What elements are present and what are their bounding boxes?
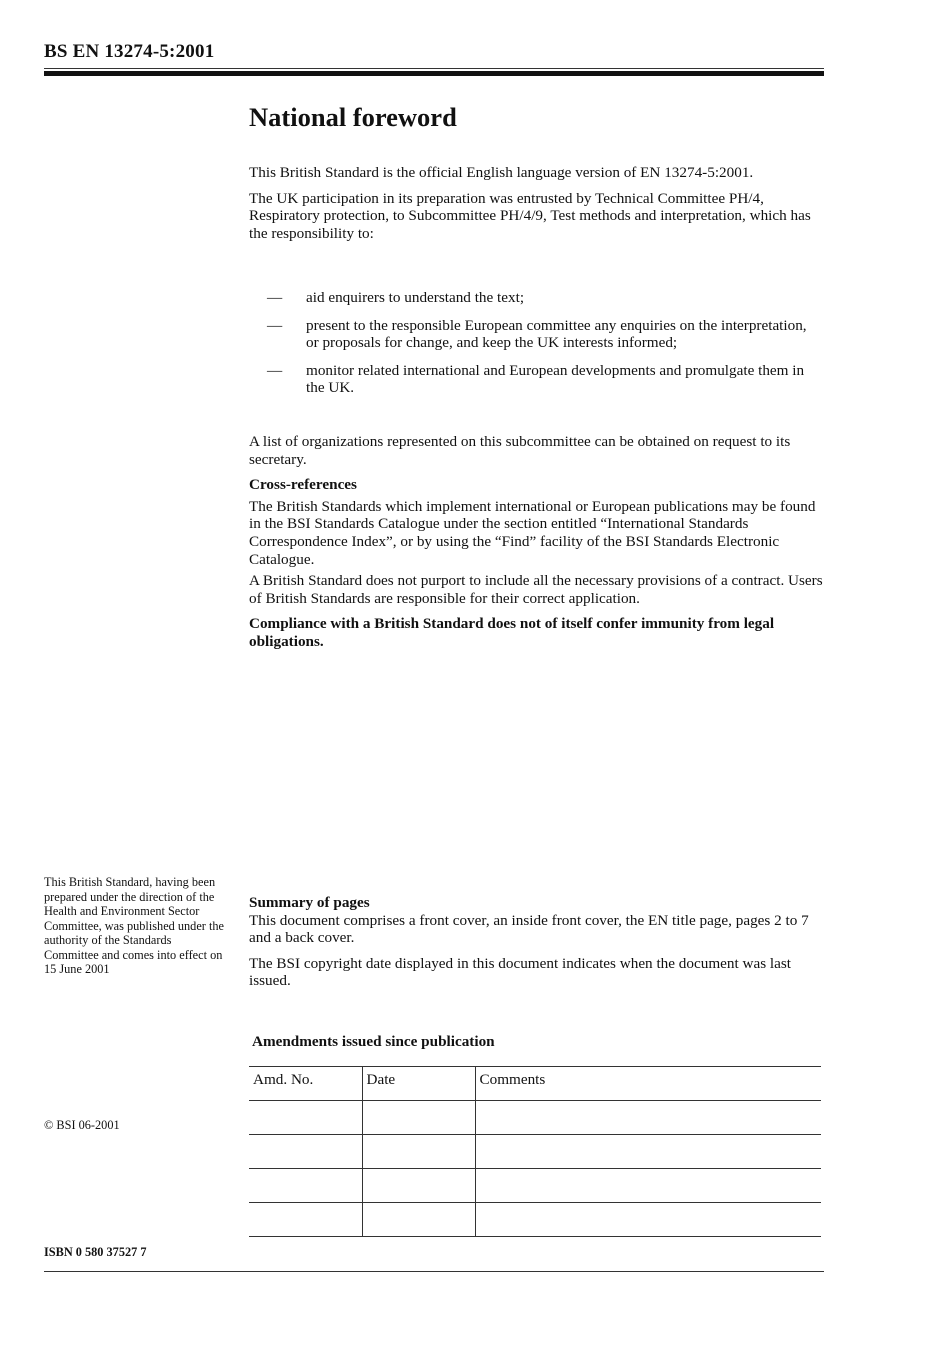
document-id: BS EN 13274-5:2001 xyxy=(44,41,215,62)
table-header-row xyxy=(249,1067,821,1101)
cross-references-section xyxy=(249,433,823,651)
table-cell xyxy=(249,1135,362,1169)
summary-paragraph-2: The BSI copyright date displayed in this document indicates when the document was last issued. xyxy=(249,954,791,990)
table-cell xyxy=(249,1169,362,1203)
amendments-table xyxy=(249,1066,821,1237)
list-item-text: monitor related international and European developments and promulgate them in the UK. xyxy=(306,361,805,397)
page-title: National foreword xyxy=(249,102,457,132)
compliance-statement: Compliance with a British Standard does not of itself confer immunity from legal obligations. xyxy=(249,615,775,650)
amendments-heading: Amendments issued since publication xyxy=(252,1033,495,1050)
list-item-text: aid enquirers to understand the text; xyxy=(306,289,525,306)
footer-rule xyxy=(44,1271,824,1272)
table-row xyxy=(249,1169,821,1203)
cross-references-paragraph-1: The British Standards which implement international or European publications may be found in the BSI Standards Catalogue under the section entitled “International Standards Correspondence Index”, or by using the “Find” facility of the BSI Standards Electronic Catalogue. xyxy=(249,497,816,568)
header-rule-thick xyxy=(44,71,824,76)
column-header-date: Date xyxy=(362,1067,475,1101)
summary-section xyxy=(249,894,823,990)
list-item xyxy=(249,362,823,397)
column-header-comments: Comments xyxy=(475,1067,821,1101)
publication-note: This British Standard, having been prepared under the direction of the Health and Environment Sector Committee, was published under the authority of the Standards Committee and comes into effect on 15 June 2001 xyxy=(44,875,224,976)
table-cell xyxy=(475,1135,821,1169)
table-cell xyxy=(362,1101,475,1135)
table-row xyxy=(249,1135,821,1169)
list-item-text: present to the responsible European committee any enquiries on the interpretation, or proposals for change, and keep the UK interests informed; xyxy=(306,316,807,352)
intro-paragraph-2: The UK participation in its preparation was entrusted by Technical Committee PH/4, Respiratory protection, to Subcommittee PH/4/9, Test methods and interpretation, which has the responsibility to: xyxy=(249,189,811,242)
responsibilities-section xyxy=(249,289,823,407)
table-row xyxy=(249,1203,821,1237)
table-cell xyxy=(249,1101,362,1135)
dash-marker: — xyxy=(267,289,283,306)
organizations-paragraph: A list of organizations represented on this subcommittee can be obtained on request to its secretary. xyxy=(249,433,791,468)
intro-paragraph-1: This British Standard is the official English language version of EN 13274-5:2001. xyxy=(249,164,754,181)
list-item xyxy=(249,317,823,352)
table-cell xyxy=(362,1169,475,1203)
intro-section xyxy=(249,164,823,242)
cross-references-heading: Cross-references xyxy=(249,476,357,494)
column-header-amd-no: Amd. No. xyxy=(249,1067,362,1101)
dash-marker: — xyxy=(267,316,283,334)
table-cell xyxy=(475,1203,821,1237)
summary-paragraph-1: This document comprises a front cover, an inside front cover, the EN title page, pages 2 to 7 and a back cover. xyxy=(249,911,809,947)
table-cell xyxy=(362,1135,475,1169)
summary-heading: Summary of pages xyxy=(249,894,370,911)
table-cell xyxy=(475,1101,821,1135)
table-cell xyxy=(475,1169,821,1203)
table-cell xyxy=(362,1203,475,1237)
isbn-number: ISBN 0 580 37527 7 xyxy=(44,1245,147,1259)
header-rule-thin xyxy=(44,68,824,69)
responsibilities-list xyxy=(249,289,823,397)
dash-marker: — xyxy=(267,361,283,379)
copyright-notice: © BSI 06-2001 xyxy=(44,1118,120,1132)
table-cell xyxy=(249,1203,362,1237)
table-row xyxy=(249,1101,821,1135)
list-item xyxy=(249,289,823,307)
cross-references-paragraph-2: A British Standard does not purport to include all the necessary provisions of a contract. Users of British Standards are responsible for their correct application. xyxy=(249,572,823,607)
